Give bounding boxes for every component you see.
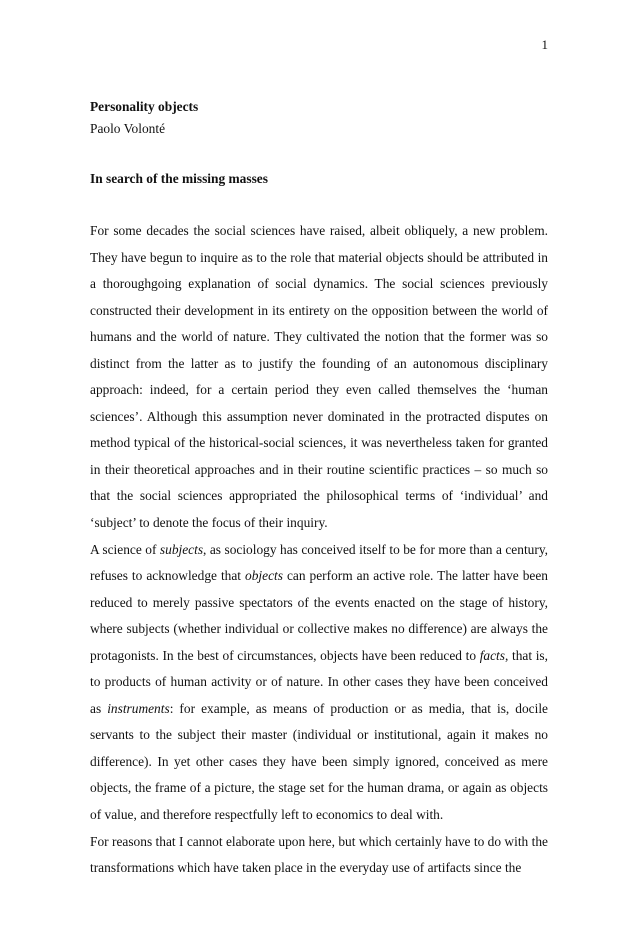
author-name: Paolo Volonté <box>90 121 166 136</box>
section-text <box>90 218 548 882</box>
section-heading: In search of the missing masses <box>90 171 268 186</box>
paragraph-3: For reasons that I cannot elaborate upon here, but which certainly have to do with the transformations which have taken place in the everyday use of artifacts since the <box>90 833 548 876</box>
emphasis-objects: objects <box>245 568 283 584</box>
paragraph-2-text: : for example, as means of production or as media, that is, docile servants to the subject their master (individual or institutional, again it makes no difference). In yet other cases they have been simply ignored, conceived as mere objects, the frame of a picture, the stage set for the human drama, or again as objects of value, and therefore respectfully left to economics to deal with. <box>90 700 548 823</box>
paragraph-2 <box>90 537 548 829</box>
paragraph-2-text: A science of <box>90 541 160 557</box>
emphasis-instruments: instruments <box>107 700 170 716</box>
document-title: Personality objects <box>90 99 199 114</box>
paragraph-2-text: , as sociology has conceived itself to be for more than a century, refuses to acknowledge that <box>90 541 548 584</box>
document-body <box>90 96 548 882</box>
emphasis-subjects: subjects <box>159 541 204 557</box>
page-number: 1 <box>541 37 548 52</box>
emphasis-facts: facts <box>479 647 505 663</box>
paragraph-2-text: can perform an active role. The latter have been reduced to merely passive spectators of the events enacted on the stage of history, where subjects (whether individual or collective makes no difference) are always the protagonists. In the best of circumstances, objects have been reduced to <box>90 568 549 663</box>
paragraph-2-text: , that is, to products of human activity or of nature. In other cases they have been conceived as <box>90 647 548 716</box>
paragraph-1: For some decades the social sciences have raised, albeit obliquely, a new problem. They have begun to inquire as to the role that material objects should be attributed in a thoroughgoing explanation of social dynamics. The social sciences previously constructed their development in its entirety on the opposition between the world of humans and the world of nature. They cultivated the notion that the former was so distinct from the latter as to justify the founding of an autonomous disciplinary approach: indeed, for a certain period they even called themselves the ‘human sciences’. Although this assumption never dominated in the protracted disputes on method typical of the historical-social sciences, it was nevertheless taken for granted in their theoretical approaches and in their routine scientific practices – so much so that the social sciences appropriated the philosophical terms of ‘individual’ and ‘subject’ to denote the focus of their inquiry. <box>90 223 548 531</box>
